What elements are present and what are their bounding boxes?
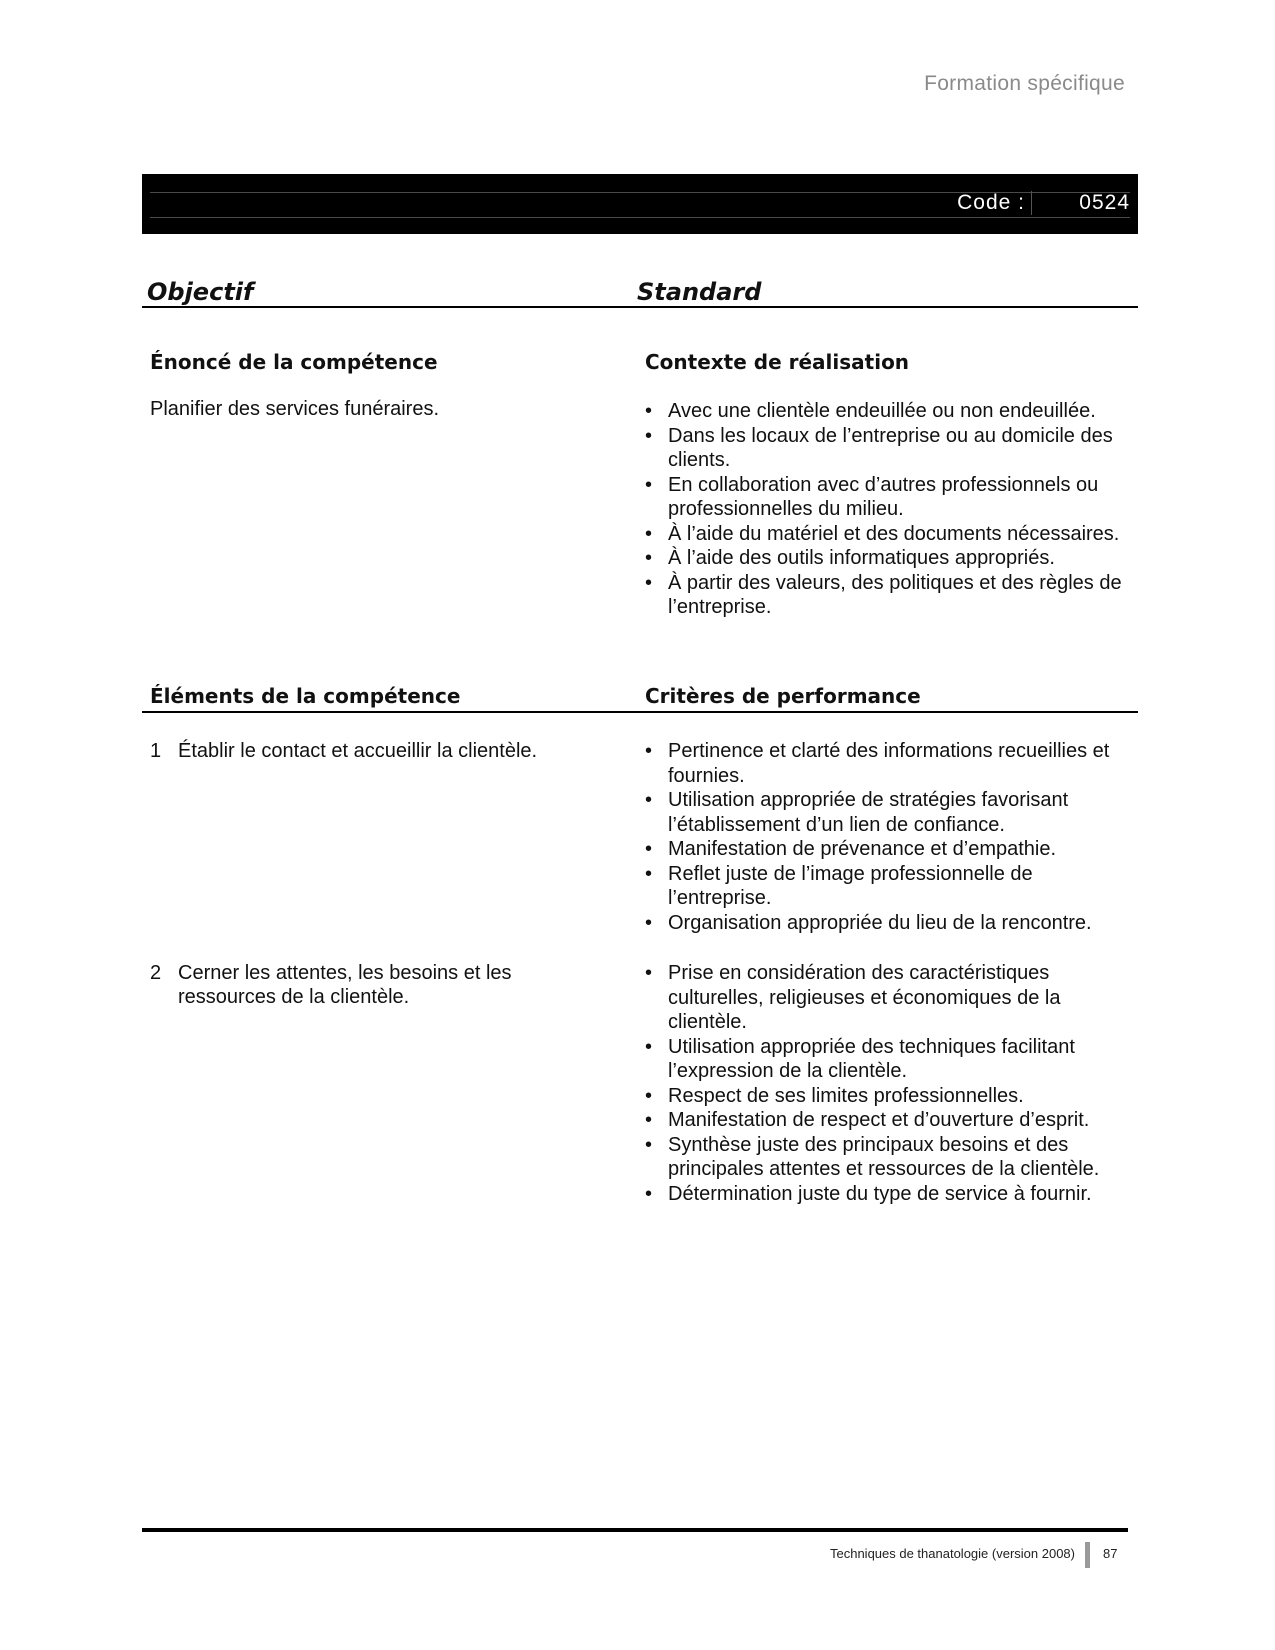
element-number: 2 — [150, 962, 162, 984]
list-item: • Dans les locaux de l’entreprise ou au domicile des clients. — [645, 424, 1135, 473]
standard-heading: Standard — [637, 278, 762, 306]
list-item: • À partir des valeurs, des politiques et des règles de l’entreprise. — [645, 571, 1135, 620]
contexte-title: Contexte de réalisation — [645, 350, 910, 374]
list-item: • Synthèse juste des principaux besoins et des principales attentes et ressources de la clientèle. — [645, 1133, 1135, 1182]
element-item — [150, 739, 590, 763]
code-value: 0524 — [1079, 191, 1130, 214]
elements-rule — [142, 711, 1138, 713]
list-item: • Respect de ses limites professionnelles. — [645, 1084, 1135, 1109]
enonce-text: Planifier des services funéraires. — [150, 398, 440, 420]
enonce-title: Énoncé de la compétence — [150, 350, 438, 374]
list-item: • Utilisation appropriée de stratégies favorisant l’établissement d’un lien de confiance. — [645, 788, 1135, 837]
list-item: • Utilisation appropriée des techniques facilitant l’expression de la clientèle. — [645, 1035, 1135, 1084]
elements-title: Éléments de la compétence — [150, 684, 461, 708]
list-item: • Manifestation de respect et d’ouverture d’esprit. — [645, 1108, 1135, 1133]
criteres-title: Critères de performance — [645, 684, 921, 708]
banner-line — [150, 217, 1130, 218]
list-item: • Prise en considération des caractéristiques culturelles, religieuses et économiques de la clientèle. — [645, 961, 1135, 1035]
list-item: • Reflet juste de l’image professionnelle de l’entreprise. — [645, 862, 1135, 911]
heading-rule — [142, 306, 1138, 308]
footer-rule — [142, 1528, 1128, 1532]
element-item — [150, 961, 590, 1009]
list-item: • Organisation appropriée du lieu de la rencontre. — [645, 911, 1135, 936]
page-number: 87 — [1103, 1546, 1118, 1561]
element-text: Cerner les attentes, les besoins et les ressources de la clientèle. — [178, 962, 512, 1008]
criteria-list — [645, 739, 1135, 935]
code-banner — [142, 174, 1138, 234]
footer-divider — [1085, 1542, 1090, 1568]
element-number: 1 — [150, 740, 162, 762]
list-item: • À l’aide des outils informatiques appropriés. — [645, 546, 1135, 571]
list-item: • Détermination juste du type de service à fournir. — [645, 1182, 1135, 1207]
section-header: Formation spécifique — [924, 72, 1125, 95]
contexte-list — [645, 399, 1135, 620]
code-label: Code : — [957, 191, 1032, 215]
list-item: • Avec une clientèle endeuillée ou non endeuillée. — [645, 399, 1135, 424]
footer-title: Techniques de thanatologie (version 2008) — [829, 1546, 1075, 1561]
list-item: • Pertinence et clarté des informations recueillies et fournies. — [645, 739, 1135, 788]
list-item: • Manifestation de prévenance et d’empathie. — [645, 837, 1135, 862]
list-item: • En collaboration avec d’autres professionnels ou professionnelles du milieu. — [645, 473, 1135, 522]
list-item: • À l’aide du matériel et des documents nécessaires. — [645, 522, 1135, 547]
criteria-list — [645, 961, 1135, 1206]
objectif-heading: Objectif — [147, 278, 254, 306]
element-text: Établir le contact et accueillir la clientèle. — [178, 740, 538, 762]
